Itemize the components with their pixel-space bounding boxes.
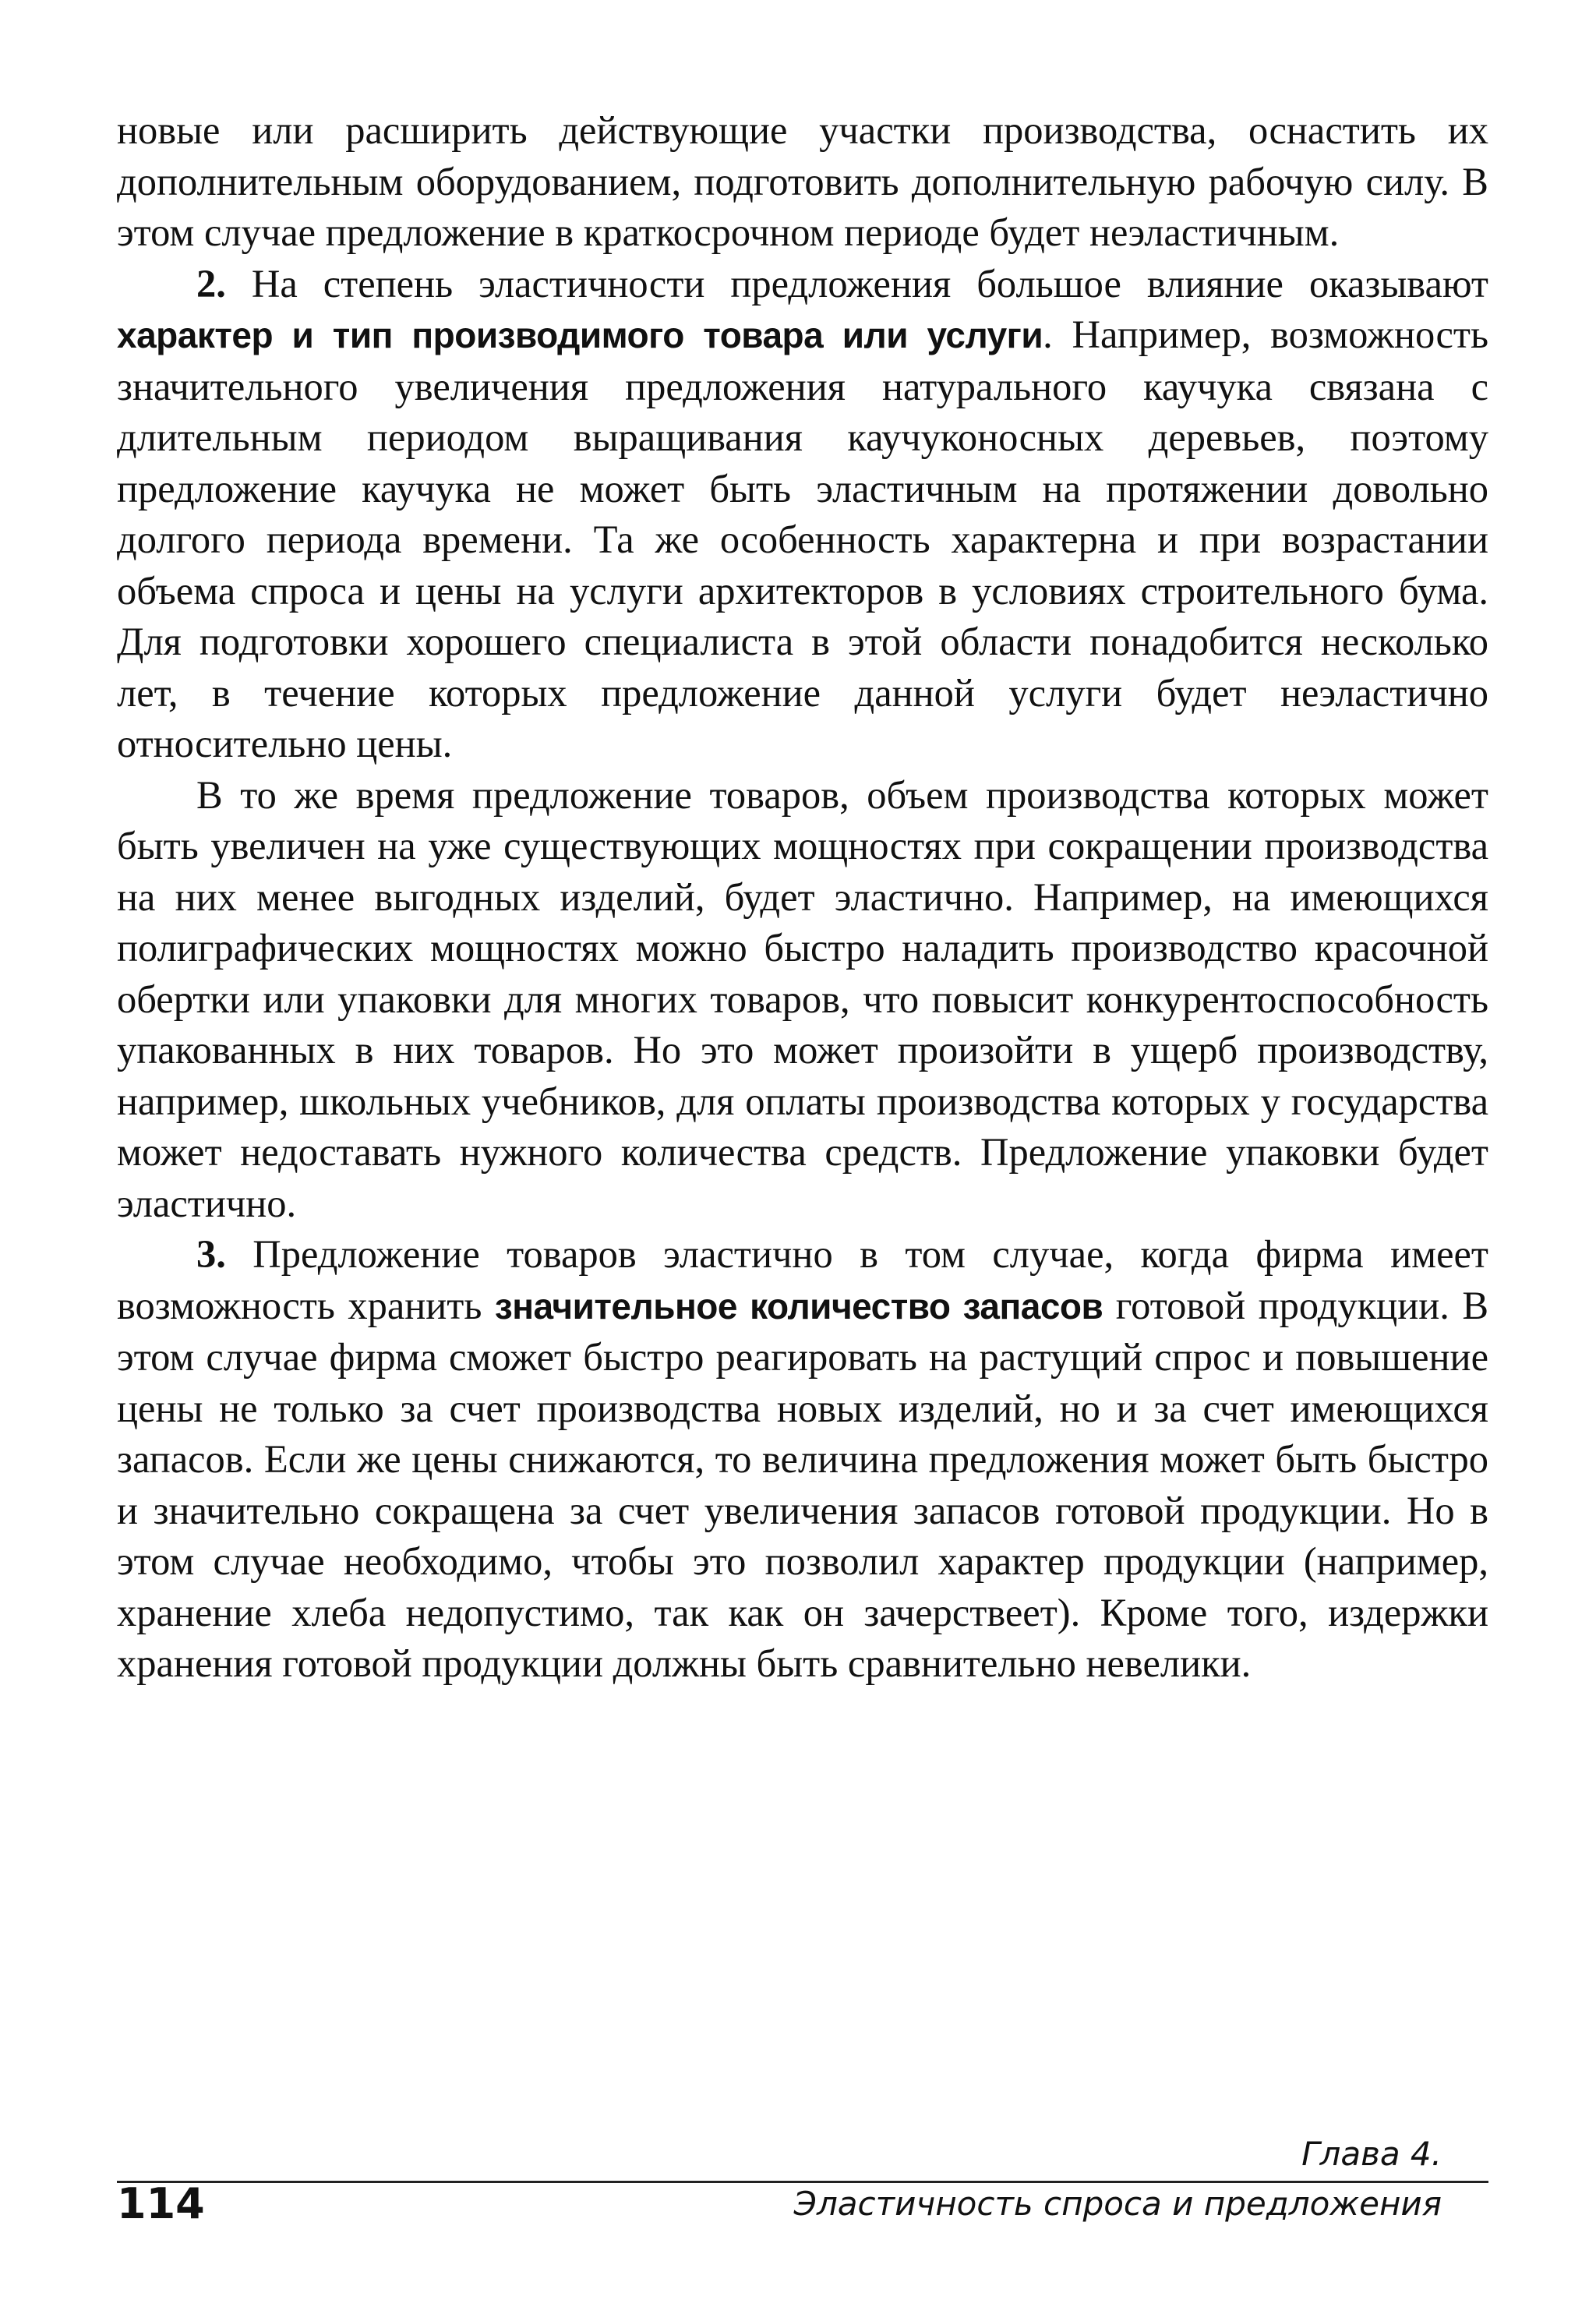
paragraph-4-text-a: Предложение товаров эластично в том случае, когда фирма имеет возможность хранить bbox=[117, 1232, 1488, 1327]
paragraph-2 bbox=[117, 259, 1488, 770]
page-body bbox=[117, 105, 1488, 1690]
page-number: 114 bbox=[117, 2179, 205, 2228]
chapter-label: Глава 4. bbox=[1301, 2135, 1442, 2173]
item-number-2: 2. bbox=[196, 261, 226, 306]
paragraph-3 bbox=[117, 770, 1488, 1230]
paragraph-1 bbox=[117, 105, 1488, 259]
paragraph-3-text: В то же время предложение товаров, объем производства которых может быть увеличен на уже существующих мощностях при сокращении производства на них менее выгодных изделий, будет эластично. Например, на имеющихся полиграфических мощностях можно быстро наладить производство красочной обертки или упаковки для многих товаров, что повысит конкурентоспособность упакованных в них товаров. Но это может произойти в ущерб производству, например, школьных учебников, для оплаты производства которых у государства может недоставать нужного количества средств. Предложение упаковки будет эластично. bbox=[117, 772, 1488, 1225]
running-title: Эластичность спроса и предложения bbox=[793, 2185, 1442, 2223]
page-footer bbox=[117, 2135, 1488, 2228]
paragraph-1-text: новые или расширить действующие участки производства, оснастить их дополнительным оборудованием, подготовить дополнительную рабочую силу. В этом случае предложение в краткосрочном периоде будет неэластичным. bbox=[117, 108, 1488, 254]
footer-rule bbox=[117, 2181, 1488, 2183]
body-text bbox=[117, 105, 1488, 1690]
item-number-3: 3. bbox=[196, 1232, 226, 1276]
paragraph-4-text-b: готовой продукции. В этом случае фирма сможет быстро реагировать на растущий спрос и повышение цены не только за счет производства новых изделий, но и за счет имеющихся запасов. Если же цены снижаются, то величина предложения может быть быстро и значительно сокращена за счет увеличения запасов готовой продукции. Но в этом случае необходимо, чтобы это позволил характер продукции (например, хранение хлеба недопустимо, так как он зачерствеет). Кроме того, издержки хранения готовой продукции должны быть сравнительно невелики. bbox=[117, 1283, 1489, 1685]
emphasis-product-type: характер и тип производимого товара или услуги bbox=[117, 315, 1043, 355]
paragraph-2-text-a: На степень эластичности предложения большое влияние оказывают bbox=[225, 261, 1488, 306]
paragraph-4 bbox=[117, 1229, 1488, 1690]
paragraph-2-text-b: . Например, возможность значительного увеличения предложения натурального каучука связана с длительным периодом выращивания каучуконосных деревьев, поэтому предложение каучука не может быть эластичным на протяжении довольно долгого периода времени. Та же особенность характерна и при возрастании объема спроса и цены на услуги архитекторов в условиях строительного бума. Для подготовки хорошего специалиста в этой области понадобится несколько лет, в течение которых предложение данной услуги будет неэластично относительно цены. bbox=[117, 313, 1488, 765]
emphasis-inventory: значительное количество запасов bbox=[494, 1285, 1103, 1327]
